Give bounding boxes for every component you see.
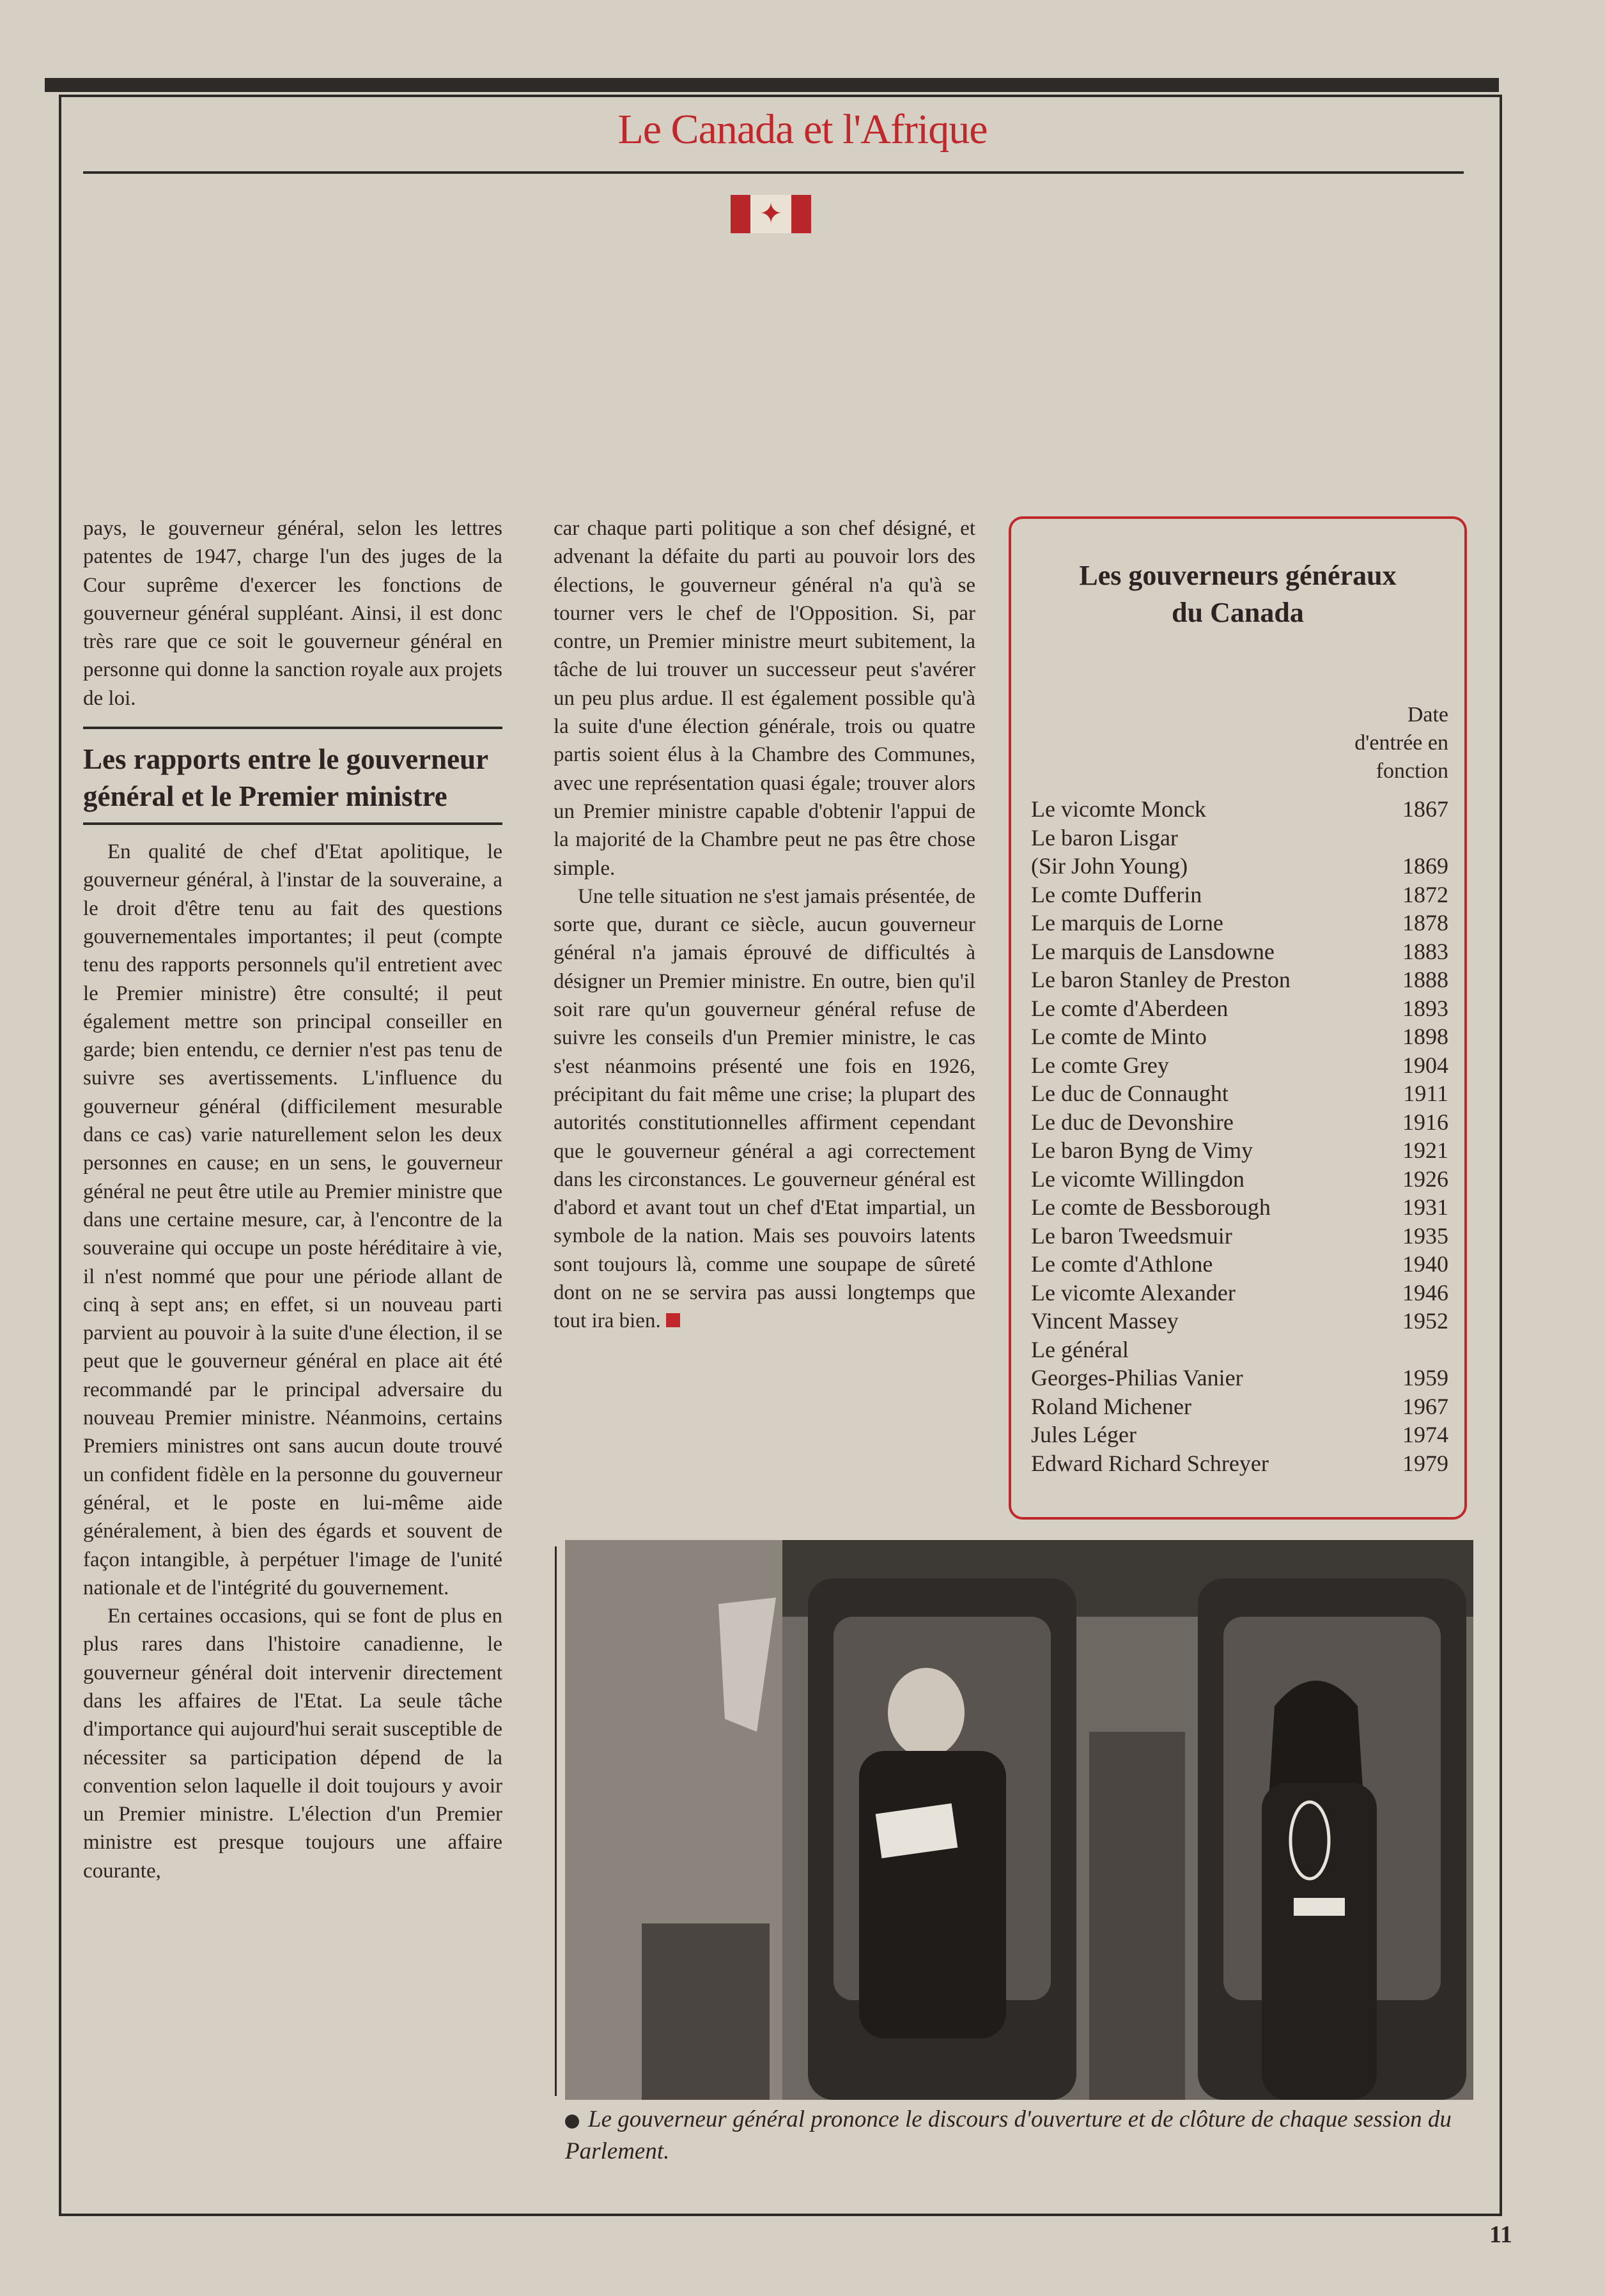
bullet-icon <box>565 2115 579 2129</box>
governor-year: 1946 <box>1402 1279 1448 1306</box>
governor-name: Le comte Dufferin <box>1031 881 1202 907</box>
governor-name: Le vicomte Monck <box>1031 796 1206 822</box>
governor-year: 1935 <box>1402 1222 1448 1249</box>
governor-name: Vincent Massey <box>1031 1308 1179 1334</box>
governor-row <box>1031 795 1448 824</box>
col1-paragraph-2: En certaines occasions, qui se font de plus en plus rares dans l'histoire canadienne, le gouverneur général doit intervenir directement dans les affaires de l'Etat. La seule tâche d'importance qui aujourd'hui serait susceptible de nécessiter sa participation dépend de la convention selon laquelle il doit toujours y avoir un Premier ministre. L'élection d'un Premier ministre est presque toujours une affaire courante, <box>83 1605 502 1883</box>
section-subheading: Les rapports entre le gouverneur général et le Premier ministre <box>83 743 488 813</box>
governor-name: Le comte Grey <box>1031 1052 1169 1078</box>
date-column-header: Date d'entrée en fonction <box>1354 703 1448 783</box>
governor-year: 1872 <box>1402 881 1448 907</box>
section-rule-top <box>83 727 502 729</box>
governor-year: 1867 <box>1402 796 1448 822</box>
photo-illustration <box>565 1540 1473 2100</box>
governor-row <box>1031 1193 1448 1222</box>
governor-year: 1898 <box>1402 1024 1448 1049</box>
governor-row <box>1031 1307 1448 1336</box>
governor-row <box>1031 1336 1448 1392</box>
article-column-1 <box>83 514 502 1885</box>
governor-name: Le duc de Devonshire <box>1031 1109 1234 1135</box>
governor-row <box>1031 1250 1448 1279</box>
governor-name: Edward Richard Schreyer <box>1031 1450 1269 1476</box>
governor-year: 1979 <box>1402 1450 1448 1476</box>
governor-year: 1888 <box>1402 967 1448 992</box>
governor-name: Jules Léger <box>1031 1422 1136 1447</box>
governor-row <box>1031 994 1448 1023</box>
governor-name: Le comte d'Aberdeen <box>1031 995 1229 1021</box>
governor-row <box>1031 1449 1448 1478</box>
governor-name: Le vicomte Alexander <box>1031 1279 1236 1306</box>
governor-year: 1878 <box>1402 910 1448 936</box>
governor-name: Le duc de Connaught <box>1031 1081 1229 1106</box>
governor-year: 1883 <box>1402 938 1448 964</box>
governor-name: Le baron Tweedsmuir <box>1031 1222 1232 1249</box>
governor-year: 1926 <box>1402 1166 1448 1192</box>
governor-row <box>1031 881 1448 909</box>
governor-year: 1931 <box>1402 1194 1448 1220</box>
governor-row <box>1031 1222 1448 1251</box>
governor-year: 1974 <box>1402 1422 1448 1447</box>
col1-paragraph-1: En qualité de chef d'Etat apolitique, le gouverneur général, à l'instar de la souveraine, a le droit d'être tenu au fait des questions gouvernementales importantes; il peut (compte tenu des rapports personnels qu'il entretient avec le Premier ministre) être consulté; il peut également mettre son principal conseiller en garde; bien entendu, ce dernier n'est pas tenu de suivre ses avertissements. L'influence du gouverneur général (difficilement mesurable dans ce cas) varie naturellement selon les deux personnes en cause; en un sens, le gouverneur général ne peut être utile au Premier ministre que dans une certaine mesure, car, à l'encontre de la souveraine qui occupe un poste héréditaire à vie, il n'est nommé que pour une période allant de cinq à sept ans; en effet, si un nouveau parti parvient au pouvoir à la suite d'une élection, il se peut que le gouverneur général en place ait été recommandé par le principal adversaire du nouveau Premier ministre. Néanmoins, certains Premiers ministres ont sans aucun doute trouvé un confident fidèle en la personne du gouverneur général, et le poste en lui-même aide généralement, à bien des égards et souvent de façon intangible, à perpétuer l'image de l'unité nationale et de l'intégrité du gouvernement. <box>83 840 502 1599</box>
governor-row <box>1031 966 1448 994</box>
governor-name: Roland Michener <box>1031 1393 1191 1419</box>
governors-sidebar <box>1009 516 1467 1520</box>
governor-name: Le comte de Bessborough <box>1031 1194 1271 1220</box>
governor-year: 1904 <box>1402 1052 1448 1078</box>
governor-row <box>1031 1165 1448 1194</box>
governor-year: 1893 <box>1402 995 1448 1021</box>
canadian-flag-icon: ✦ <box>731 195 811 233</box>
section-rule-bottom <box>83 822 502 825</box>
governor-year: 1952 <box>1402 1308 1448 1334</box>
col1-intro-paragraph: pays, le gouverneur général, selon les lettres patentes de 1947, charge l'un des juges de la Cour suprême d'exercer les fonctions de gouverneur général suppléant. Ainsi, il est donc très rare que ce soit le gouverneur général en personne qui donne la sanction royale aux projets de loi. <box>83 517 502 710</box>
page-number: 11 <box>1489 2221 1512 2248</box>
governor-name: Le marquis de Lorne <box>1031 910 1223 936</box>
governor-row <box>1031 1421 1448 1449</box>
column-divider <box>555 1546 557 2096</box>
governor-year: 1921 <box>1402 1137 1448 1163</box>
governor-row <box>1031 1022 1448 1051</box>
governor-row <box>1031 1051 1448 1080</box>
governor-name: Le baron Lisgar (Sir John Young) <box>1031 824 1188 879</box>
parliament-photo <box>565 1540 1473 2100</box>
governor-row <box>1031 909 1448 937</box>
photo-caption: Le gouverneur général prononce le discours d'ouverture et de clôture de chaque session du Parlement. <box>565 2106 1452 2164</box>
governor-row <box>1031 1136 1448 1165</box>
governor-name: Le vicomte Willingdon <box>1031 1166 1244 1192</box>
article-column-2 <box>554 514 975 1336</box>
governor-name: Le comte d'Athlone <box>1031 1251 1213 1277</box>
governor-row <box>1031 1108 1448 1137</box>
governors-list <box>1031 795 1448 1477</box>
governor-row <box>1031 824 1448 881</box>
governor-name: Le comte de Minto <box>1031 1024 1207 1049</box>
governor-row <box>1031 1279 1448 1307</box>
governor-year: 1911 <box>1403 1081 1448 1106</box>
masthead-rule <box>83 171 1464 174</box>
governor-row <box>1031 1079 1448 1108</box>
sidebar-title: Les gouverneurs généraux du Canada <box>1079 560 1397 628</box>
governor-year: 1959 <box>1402 1365 1448 1391</box>
masthead-title: Le Canada et l'Afrique <box>617 106 988 153</box>
col2-paragraph-1: car chaque parti politique a son chef désigné, et advenant la défaite du parti au pouvoir lors des élections, le gouverneur général n'a qu'à se tourner vers le chef de l'Opposition. Si, par contre, un Premier ministre meurt subitement, la tâche de lui trouver un successeur peut s'avérer un peu plus ardue. Il est également possible qu'à la suite d'une élection générale, trois ou quatre partis soient élus à la Chambre des Communes, avec une représentation quasi égale; trouver alors un Premier ministre capable d'obtenir l'appui de la majorité de la Chambre peut ne pas être chose simple. <box>554 517 975 880</box>
governor-year: 1967 <box>1402 1393 1448 1419</box>
governor-name: Le général Georges-Philias Vanier <box>1031 1336 1243 1391</box>
governor-name: Le marquis de Lansdowne <box>1031 938 1275 964</box>
governor-name: Le baron Stanley de Preston <box>1031 967 1291 992</box>
top-bar <box>45 78 1499 92</box>
governor-year: 1916 <box>1402 1109 1448 1135</box>
end-of-article-mark <box>666 1313 680 1327</box>
governor-year: 1940 <box>1402 1251 1448 1277</box>
governor-row <box>1031 1392 1448 1421</box>
governor-name: Le baron Byng de Vimy <box>1031 1137 1253 1163</box>
governor-row <box>1031 937 1448 966</box>
col2-paragraph-2: Une telle situation ne s'est jamais présentée, de sorte que, durant ce siècle, aucun gouverneur général n'a jamais éprouvé de difficultés à désigner un Premier ministre. En outre, bien qu'il soit rare qu'un gouverneur général refuse de suivre les conseils d'un Premier ministre, le cas s'est néanmoins présenté une fois en 1926, précipitant du fait même une crise; la plupart des autorités constitutionnelles affirment cependant que le gouverneur général a agi correctement dans les circonstances. Le gouverneur général est d'abord et avant tout un chef d'Etat impartial, un symbole de la nation. Mais ses pouvoirs latents sont toujours là, comme une soupape de sûreté dont on ne se servira pas aussi longtemps que tout ira bien. <box>554 884 975 1333</box>
governor-year: 1869 <box>1402 853 1448 879</box>
